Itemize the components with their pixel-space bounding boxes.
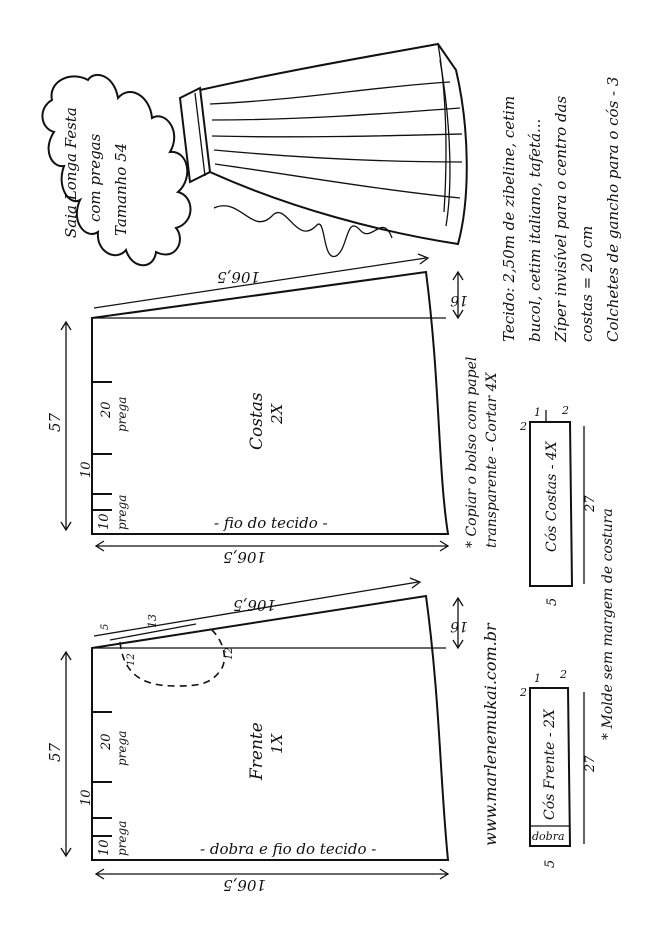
back-pleat-10: 10 <box>79 461 94 478</box>
title-line-1: Saia Longa Festa <box>62 107 80 238</box>
back-label: Costas <box>247 392 267 450</box>
note-zipper-2: costas = 20 cm <box>578 225 596 342</box>
front-pleat-10: 10 <box>79 789 94 806</box>
front-pleat-10b: 10 <box>97 839 112 856</box>
back-prega-b: prega <box>115 494 129 530</box>
back-prega-a: prega <box>115 396 129 432</box>
back-grain-label: - fio do tecido - <box>214 514 328 532</box>
note-hooks: Colchetes de gancho para o cós - 3 <box>604 76 622 342</box>
front-pocket-13: 13 <box>146 614 159 628</box>
front-count: 1X <box>268 733 286 754</box>
front-pocket-5: 5 <box>100 623 111 630</box>
front-waistband-mark-2b: 2 <box>520 686 527 699</box>
back-pleat-20: 20 <box>99 401 114 418</box>
front-waistband-width: 5 <box>543 859 558 868</box>
pocket-note-2: transparente - Cortar 4X <box>484 372 500 548</box>
front-waistband-fold: dobra <box>532 830 565 843</box>
front-top-length: 106,5 <box>233 596 276 614</box>
signature <box>0 0 392 257</box>
front-prega-a: prega <box>115 730 129 766</box>
title-line-3: Tamanho 54 <box>112 142 130 236</box>
note-zipper: Zíper invisível para o centro das <box>552 95 570 342</box>
front-prega-b: prega <box>115 820 129 856</box>
front-grain-label: - dobra e fio do tecido - <box>200 840 377 858</box>
front-waistband <box>519 668 598 868</box>
front-pocket-12a: 12 <box>126 653 137 666</box>
back-piece <box>46 254 468 566</box>
pocket-note-1: * Copiar o bolso com papel <box>464 356 480 548</box>
back-waistband <box>519 404 598 606</box>
back-top-length: 106,5 <box>217 268 260 286</box>
skirt-illustration <box>180 44 467 244</box>
back-height: 57 <box>46 412 64 432</box>
website-text: www.marlenemukai.com.br <box>481 623 500 846</box>
back-waistband-mark-2b: 2 <box>520 420 527 433</box>
front-waistband-length: 27 <box>583 755 598 772</box>
front-bottom-length: 106,5 <box>223 876 266 894</box>
back-pleat-10b: 10 <box>97 513 112 530</box>
front-waistband-label: Cós Frente - 2X <box>542 709 558 820</box>
front-label: Frente <box>247 722 267 780</box>
title-cloud <box>42 75 190 265</box>
back-flare: 16 <box>450 292 468 308</box>
back-waistband-mark-1: 1 <box>534 406 541 419</box>
back-waistband-width: 5 <box>545 597 560 606</box>
back-waistband-label: Cós Costas - 4X <box>544 441 560 552</box>
front-waistband-mark-2: 2 <box>560 668 567 681</box>
back-count: 2X <box>268 403 286 424</box>
pocket-note <box>464 357 500 548</box>
note-fabric: Tecido: 2,50m de zibeline, cetim <box>500 95 518 342</box>
front-height: 57 <box>46 742 64 762</box>
note-fabric-2: bucol, cetim italiano, tafetá... <box>526 118 544 342</box>
front-pleat-20: 20 <box>99 733 114 750</box>
front-piece <box>46 578 468 894</box>
front-flare: 16 <box>450 618 468 634</box>
back-waistband-length: 27 <box>583 495 598 512</box>
notes-block <box>500 77 622 343</box>
title-line-2: com pregas <box>86 133 104 222</box>
front-waistband-mark-1: 1 <box>534 672 541 685</box>
back-bottom-length: 106,5 <box>223 548 266 566</box>
no-seam-note: * Molde sem margem de costura <box>600 508 616 740</box>
front-pocket-12b: 12 <box>224 647 235 660</box>
back-waistband-mark-2: 2 <box>562 404 569 417</box>
